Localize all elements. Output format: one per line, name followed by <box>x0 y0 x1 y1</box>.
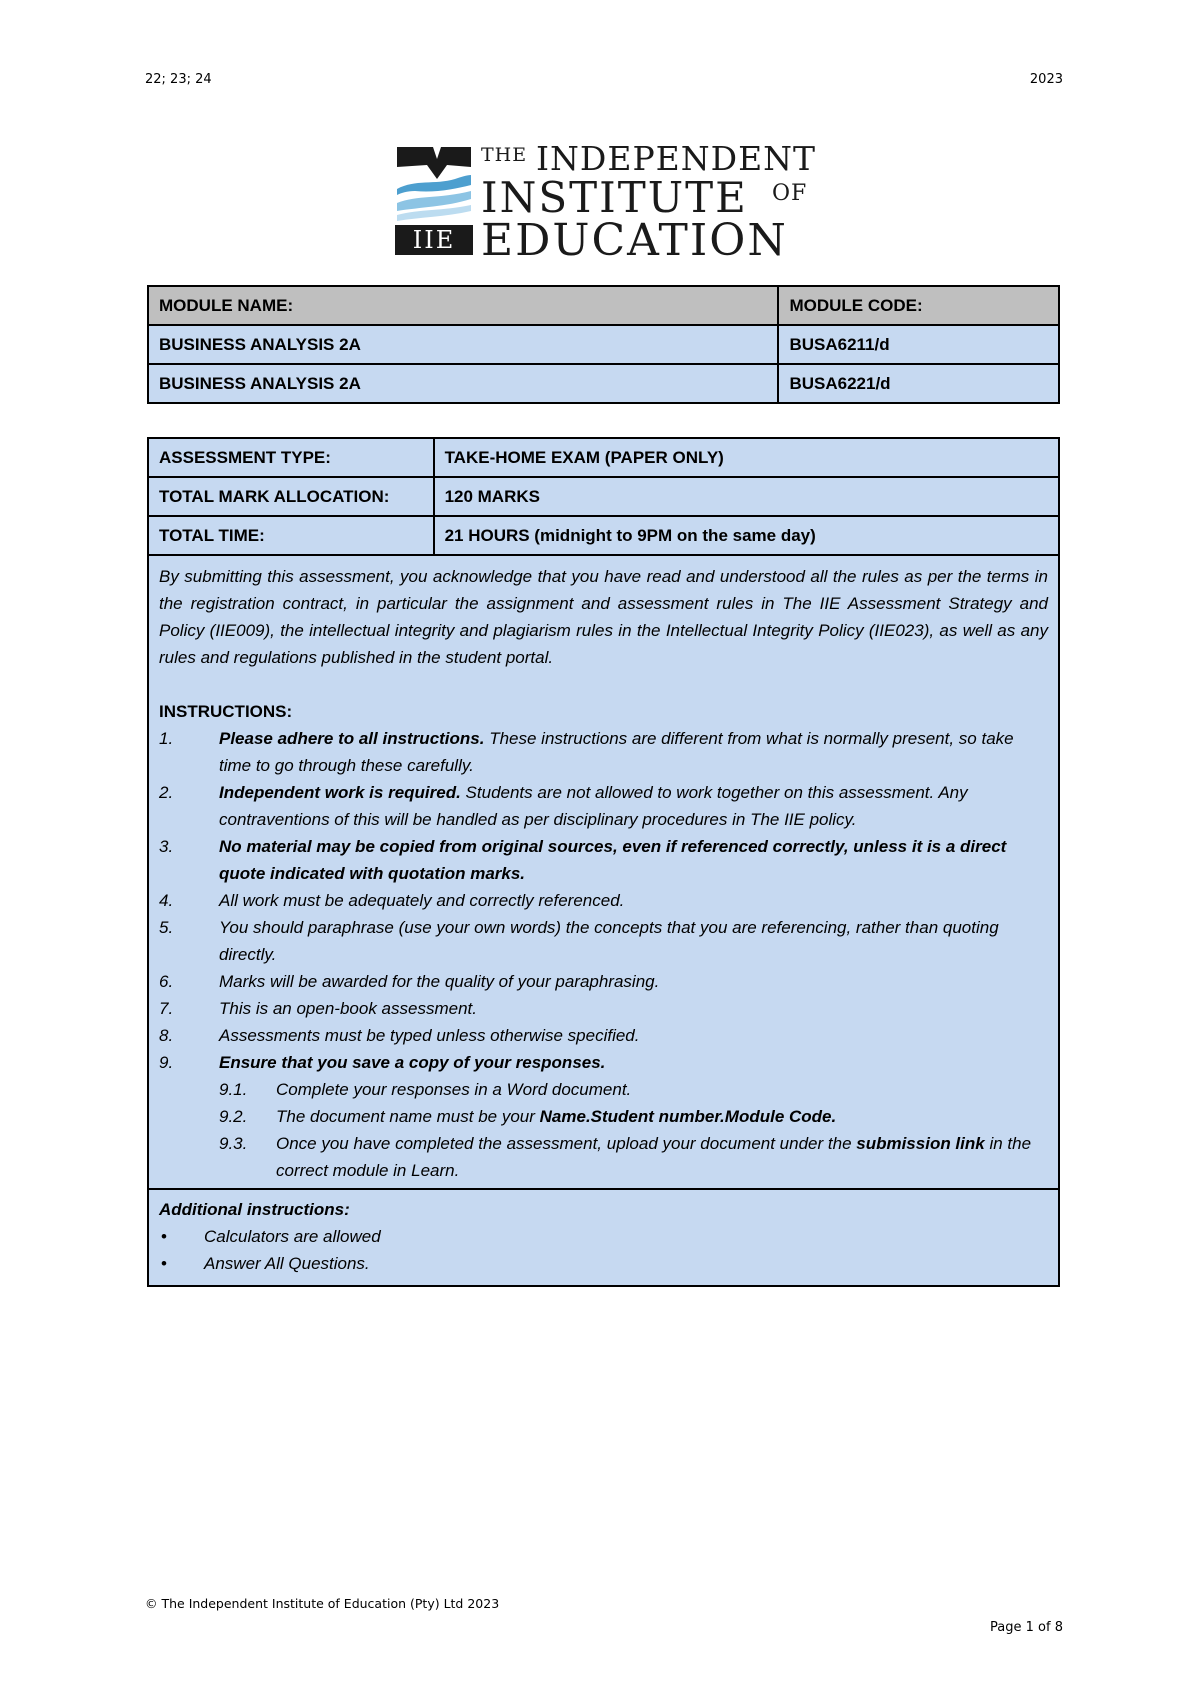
list-item: 6. Marks will be awarded for the quality of your paraphrasing. <box>159 972 660 991</box>
list-item: • Answer All Questions. <box>159 1250 1048 1277</box>
table-row <box>148 364 1059 403</box>
list-item: 9.3. Once you have completed the assessment, upload your document under the submission link in the correct module in Learn. <box>219 1134 1032 1180</box>
list-item: 9.1. Complete your responses in a Word document. <box>219 1080 632 1099</box>
module-name-value: BUSINESS ANALYSIS 2A <box>148 364 778 403</box>
module-name-label: MODULE NAME: <box>148 286 778 325</box>
list-item: 9. Ensure that you save a copy of your responses. 9.1. Complete your responses in a Word document. 9.2. The document name must be your Name.Student number.Module Code. 9.3. Once you have completed the assessment, upload your document under the submission link in the correct module in Learn. <box>159 1049 1048 1184</box>
bullet-icon: • <box>161 1227 167 1246</box>
list-item: 5. You should paraphrase (use your own words) the concepts that you are referencing, rather than quoting directly. <box>159 918 999 964</box>
header-left: 22; 23; 24 <box>145 72 212 87</box>
logo-education: EDUCATION <box>481 215 788 266</box>
iie-logo <box>395 139 817 266</box>
module-code-label: MODULE CODE: <box>778 286 1059 325</box>
list-item: 4. All work must be adequately and correctly referenced. <box>159 891 625 910</box>
list-item: • Calculators are allowed <box>159 1223 1048 1250</box>
logo-independent: INDEPENDENT <box>536 139 817 178</box>
list-item: 1. Please adhere to all instructions. These instructions are different from what is normally present, so take time to go through these carefully. <box>159 729 1014 775</box>
sub-instructions-list <box>219 1076 1048 1184</box>
iie-abbreviation: IIE <box>395 225 473 255</box>
additional-heading: Additional instructions: <box>159 1200 350 1219</box>
total-mark-label: TOTAL MARK ALLOCATION: <box>148 477 434 516</box>
additional-row <box>148 1189 1059 1286</box>
list-item: 8. Assessments must be typed unless otherwise specified. <box>159 1026 640 1045</box>
logo-of: OF <box>772 181 808 206</box>
total-time-label: TOTAL TIME: <box>148 516 434 555</box>
logo-the: THE <box>481 144 528 166</box>
module-code-value: BUSA6221/d <box>778 364 1059 403</box>
instructions-heading: INSTRUCTIONS: <box>159 702 293 721</box>
total-mark-value: 120 MARKS <box>434 477 1059 516</box>
list-item: 9.2. The document name must be your Name.Student number.Module Code. <box>219 1107 837 1126</box>
footer-page-number: Page 1 of 8 <box>990 1620 1063 1635</box>
assessment-table <box>147 437 1060 1287</box>
table-row <box>148 477 1059 516</box>
module-table <box>147 285 1060 404</box>
table-row <box>148 516 1059 555</box>
assessment-type-value: TAKE-HOME EXAM (PAPER ONLY) <box>434 438 1059 477</box>
footer-copyright: © The Independent Institute of Education (Pty) Ltd 2023 <box>145 1596 500 1611</box>
additional-list <box>159 1223 1048 1277</box>
list-item: 3. No material may be copied from original sources, even if referenced correctly, unless it is a direct quote indicated with quotation marks. <box>159 837 1007 883</box>
instructions-row <box>148 555 1059 1189</box>
header-right: 2023 <box>1029 72 1063 87</box>
list-item: 2. Independent work is required. Students are not allowed to work together on this assessment. Any contraventions of this will be handled as per disciplinary procedures in The IIE policy. <box>159 783 968 829</box>
table-row <box>148 325 1059 364</box>
assessment-type-label: ASSESSMENT TYPE: <box>148 438 434 477</box>
acknowledgement-text: By submitting this assessment, you acknowledge that you have read and understood all the rules as per the terms in the registration contract, in particular the assignment and assessment rules in The IIE Assessment Strategy and Policy (IIE009), the intellectual integrity and plagiarism rules in the Intellectual Integrity Policy (IIE023), as well as any rules and regulations published in the student portal. <box>159 567 1048 667</box>
list-item: 7. This is an open-book assessment. <box>159 999 477 1018</box>
module-table-header <box>148 286 1059 325</box>
bullet-icon: • <box>161 1254 167 1273</box>
total-time-value: 21 HOURS (midnight to 9PM on the same day) <box>434 516 1059 555</box>
module-name-value: BUSINESS ANALYSIS 2A <box>148 325 778 364</box>
logo-institute: INSTITUTE <box>481 173 748 222</box>
instructions-list <box>159 725 1048 1184</box>
table-row <box>148 438 1059 477</box>
module-code-value: BUSA6211/d <box>778 325 1059 364</box>
